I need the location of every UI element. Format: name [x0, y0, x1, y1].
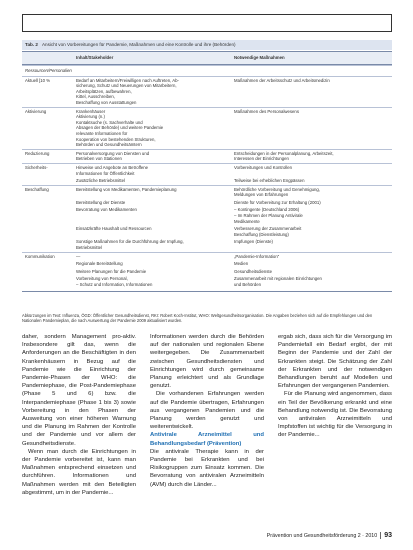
header-box	[22, 14, 392, 32]
table-cell-category	[22, 200, 74, 206]
table-cell-measures	[232, 276, 392, 287]
table-cell-category: Sicherheits-	[25, 164, 48, 170]
table-footnote: Abkürzungen im Text: Influenza, ÖGD: Öffentlicher Gesundheitsdienst, RKI: Robert Koch-Institut, WHO: Weltgesundheitsorganisation. Die Angaben beziehen sich auf die Empfehlungen und den Nationalen Pandemieplan, die nach Auswertung der Pandemie 2009 aktualisiert wurden.	[22, 313, 373, 324]
table-row	[22, 177, 392, 185]
table-row	[22, 107, 392, 149]
table-cell-measures	[232, 78, 392, 106]
table-cell-measures	[232, 178, 392, 184]
section-heading: Antivirale Arzneimittel und Behandlungsbedarf (Prävention)	[150, 432, 264, 447]
table-row	[22, 225, 392, 238]
table-section-label: Ressourcen/Personalien	[22, 65, 392, 76]
paragraph: ergab sich, dass sich für die Versorgung im Pandemiefall ein Bedarf ergibt, der mit Beginn der Pandemie und der Zahl der Erkrankten steigt. Die Schätzung der Zahl der Erkrankten und der notwendigen Behandlungen beruht auf Modellen und Erfahrungen der vergangenen Pandemien.	[278, 334, 392, 390]
cell-line: Zusätzliche Betriebsmittel	[76, 178, 125, 184]
cell-line: Informationen für Öffentlichkeit	[76, 170, 135, 176]
paragraph: Wenn man durch die Einrichtungen in der Pandemie vorbereitet ist, kann man Maßnahmen entsprechend einsetzen und durchführen. Informationen und Maßnahmen werden mit den Beteiligten abgestimmt, um in der Pandemie...	[22, 448, 136, 496]
cell-line: und Behörden	[234, 282, 261, 287]
table-cell-measures	[232, 261, 392, 267]
cell-line: sicherung, Schutz und Neuerungen von Mitarbeitern,	[76, 83, 177, 89]
table-cell-content	[74, 165, 232, 176]
cell-line: Kooperation von bestehenden Strukturen,	[76, 136, 156, 142]
cell-line: Bereitstellung der Dienste	[76, 199, 126, 205]
table-cell-content	[74, 254, 232, 260]
table-cell-category: Aktivierung	[25, 108, 47, 114]
table-cell-category: Aktuell [10 %	[25, 77, 51, 83]
table-row	[22, 260, 392, 268]
cell-line: – Schutz und Information, Informationen	[76, 282, 153, 287]
cell-line: Meldungen von Erfahrungen	[234, 192, 289, 198]
table-row	[22, 163, 392, 177]
body-text	[22, 333, 392, 528]
cell-line: Kittel, Ausschreiben,	[76, 94, 115, 100]
cell-line: Krankenhäuser	[76, 108, 106, 114]
cell-line: „Pandemie-Information“	[234, 253, 280, 259]
paragraph: Die vorhandenen Erfahrungen werden auf die Pandemie übertragen, Erfahrungen aus vergangenen Pandemien und die Planung werden genutzt und weiterentwickelt.	[150, 391, 264, 431]
table-cell-category	[22, 276, 74, 287]
cell-line: Arbeitsplätzen, aufbewahren,	[76, 88, 132, 94]
table-caption-tag: Tab. 2	[25, 42, 38, 47]
table-cell-category: Reduzierung	[25, 150, 50, 156]
table-cell-measures	[232, 269, 392, 275]
table-cell-content	[74, 207, 232, 224]
table-cell-category: Kommunikation	[25, 253, 55, 259]
table-cell-content	[74, 187, 232, 198]
table-cell-content	[74, 200, 232, 206]
cell-line: Entscheidungen in der Personalplanung, Arbeitszeit,	[234, 150, 334, 156]
cell-line: Verbesserung der Zusammenarbeit	[234, 226, 302, 232]
table-bottom-rule	[22, 291, 392, 292]
table-cell-measures	[232, 109, 392, 148]
footer-separator	[380, 532, 381, 539]
table-cell-measures	[232, 239, 392, 250]
table-cell-content	[74, 178, 232, 184]
cell-line: Bereitstellung von Medikamenten, Pandemieplanung	[76, 186, 177, 192]
cell-line: Medikamente	[234, 218, 260, 224]
table-cell-content	[74, 109, 232, 148]
table-row	[22, 185, 392, 199]
cell-line: Bevorratung von Medikamenten	[76, 207, 137, 213]
page-footer	[250, 531, 392, 541]
cell-line: Sonstige Maßnahmen für die Durchführung der Impfung,	[76, 239, 184, 245]
paragraph: Informationen werden durch die Behörden auf der nationalen und regionalen Ebene weitergegeben. Die Zusammenarbeit zwischen Gesundheitsdiensten und Einrichtungen wird durch gemeinsame Planung erleichtert und als Grundlage genutzt.	[150, 334, 264, 390]
table-cell-measures	[232, 187, 392, 198]
table-caption-text: Ansicht von Vorbereitungen für Pandemie, Maßnahmen und eine Kontrolle und ihre (Behörden)	[41, 42, 236, 47]
paragraph: Die antivirale Therapie kann in der Pandemie bei Erkrankten und bei Risikogruppen zum Einsatz kommen. Die Bevorratung von antiviralen Arzneimitteln (AVM) durch die Länder...	[150, 448, 264, 488]
measures-table	[22, 51, 392, 292]
table-cell-category	[22, 178, 74, 184]
body-column-2	[150, 333, 264, 528]
cell-line: Personalversorgung von Diensten und	[76, 150, 150, 156]
table-cell-category	[22, 226, 74, 237]
cell-line: Maßnahmen der Arbeitsschutz und Arbeitsmedizin	[234, 77, 330, 83]
table-cell-content	[74, 151, 232, 162]
paragraph: Für die Planung wird angenommen, dass ein Teil der Bevölkerung erkrankt und eine Behandlung notwendig ist. Die Bevorratung von antiviralen Arzneimitteln und Impfstoffen ist wichtig für die Versorgung in der Pandemie...	[278, 391, 392, 439]
cell-line: Behörden und Gesundheitsämtern	[76, 142, 142, 148]
table-row	[22, 199, 392, 207]
table-cell-category	[22, 269, 74, 275]
cell-line: Einsatzkräfte Haushalt und Ressourcen	[76, 226, 152, 232]
table-header-cell: Inhalt/Stakeholder	[76, 55, 114, 61]
table-row	[22, 252, 392, 261]
cell-line: – Im Rahmen der Planung Antivirale	[234, 213, 303, 219]
table-body	[22, 76, 392, 289]
body-column-1	[22, 333, 136, 528]
table-cell-content	[74, 276, 232, 287]
cell-line: Teilweise bei erheblichen Engpässen	[234, 178, 305, 184]
cell-line: Behördliche Vorbereitung und Genehmigung,	[234, 186, 320, 192]
cell-line: Interessen der Einrichtungen	[234, 156, 289, 162]
table-cell-measures	[232, 200, 392, 206]
table-cell-measures	[232, 165, 392, 176]
table-cell-category	[22, 261, 74, 267]
table-header-cell: Notwendige Maßnahmen	[234, 55, 285, 61]
table-row	[22, 268, 392, 276]
cell-line: Kontaktsuche (s. Sachverhalte und	[76, 119, 143, 125]
table-row	[22, 238, 392, 251]
cell-line: Aktivierung (n.)	[76, 114, 105, 120]
cell-line: Regionale Bereitstellung	[76, 261, 123, 267]
cell-line: Impfungen (Dienste)	[234, 239, 273, 245]
table-cell-category	[22, 207, 74, 224]
page-number: 93	[384, 532, 392, 539]
table-row	[22, 76, 392, 107]
cell-line: Vorbereitungen und Kontrollen	[234, 164, 293, 170]
table-cell-content	[74, 239, 232, 250]
body-column-3	[278, 333, 392, 528]
table-row	[22, 149, 392, 163]
table-cell-measures	[232, 254, 392, 260]
cell-line: Dienste für Vorbereitung zur Erhaltung (2001)	[234, 199, 321, 205]
cell-line: Betriebsmittel	[76, 245, 103, 251]
journal-name: Prävention und Gesundheitsförderung 2 · 2010	[266, 533, 378, 539]
cell-line: – Kontingente (Deutschland 2006)	[234, 207, 300, 213]
cell-line: Beschaffung (Dienstleistung)	[234, 231, 289, 237]
table-cell-category: Beschaffung	[25, 186, 49, 192]
cell-line: Beschaffung von Ausstattungen	[76, 99, 137, 105]
cell-line: Bedarf an Mitarbeitern/Freiwilligen nach Auftreten, Ab-	[76, 77, 179, 83]
cell-line: relevante Informationen für	[76, 130, 128, 136]
cell-line: Zusammenarbeit mit regionalen Einrichtungen	[234, 276, 322, 282]
table-header-row	[22, 51, 392, 65]
cell-line: Absagen der Behörde) und weitere Pandemie	[76, 125, 164, 131]
cell-line: Betrieben von Stationen	[76, 156, 122, 162]
table-cell-content	[74, 261, 232, 267]
table-row	[22, 206, 392, 225]
table-cell-content	[74, 78, 232, 106]
table-cell-measures	[232, 207, 392, 224]
cell-line: Hinweise und Angebote an Betroffene	[76, 164, 149, 170]
table-cell-content	[74, 269, 232, 275]
cell-line: Maßnahmen des Personalwesens	[234, 108, 299, 114]
table-cell-measures	[232, 151, 392, 162]
table-row	[22, 275, 392, 288]
cell-line: Weitere Planungen für die Pandemie	[76, 268, 147, 274]
table-caption	[22, 40, 392, 50]
cell-line: Vorbereitung von Personal,	[76, 276, 128, 282]
cell-line: Gesundheitsdienste	[234, 268, 272, 274]
table-cell-measures	[232, 226, 392, 237]
table-cell-content	[74, 226, 232, 237]
cell-line: —	[76, 253, 81, 259]
cell-line: Medien	[234, 261, 249, 267]
paragraph: daher, sondern Management pro-aktiv. Insbesondere gilt das, wenn die Anforderungen an die Beschäftigten in den Krankenhäusern in Bezug auf die Pandemie wie die Einrichtung der Pandemie-Phasen der WHO: die Pandemiephase, die Post-Pandemiephase (Phase 5 und 6) bzw. die Interpandemiephase (Phase 1 bis 3) sowie Vorbereitung in den Phasen der Ausweitung von einer höheren Warnung und die Planung im Rahmen der Kontrolle und der Pandemie und vor allem der Gesundheitsdienste.	[22, 334, 136, 447]
table-cell-category	[22, 239, 74, 250]
